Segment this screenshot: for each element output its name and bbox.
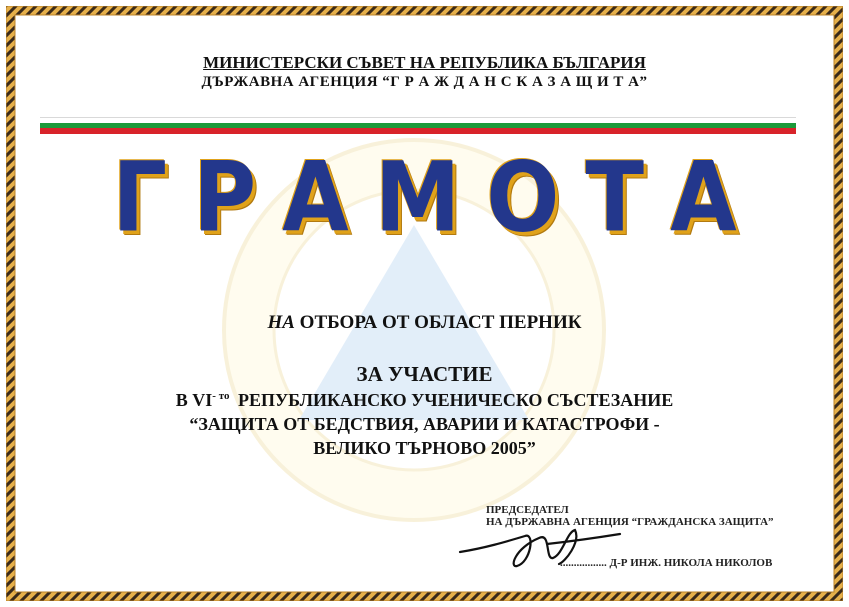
recipient-prefix: НА [267, 312, 295, 333]
certificate-title: ГРАМОТА [112, 142, 763, 255]
signatory-title: ПРЕДСЕДАТЕЛ [486, 504, 569, 516]
competition-prefix: В VI [175, 390, 213, 410]
ministry-heading: МИНИСТЕРСКИ СЪВЕТ НА РЕПУБЛИКА БЪЛГАРИЯ [203, 53, 646, 72]
signatory-name: ................. Д-Р ИНЖ. НИКОЛА НИКОЛОВ [560, 557, 773, 569]
competition-name: РЕПУБЛИКАНСКО УЧЕНИЧЕСКО СЪСТЕЗАНИЕ [237, 390, 674, 410]
flag-red-stripe [40, 128, 796, 134]
competition-line-2: “ЗАЩИТА ОТ БЕДСТВИЯ, АВАРИИ И КАТАСТРОФИ - [189, 414, 660, 434]
recipient-name: ОТБОРА ОТ ОБЛАСТ ПЕРНИК [299, 312, 582, 333]
bulgarian-flag-stripe [40, 117, 796, 134]
competition-line-3: ВЕЛИКО ТЪРНОВО 2005” [313, 438, 536, 458]
competition-ordinal: - то [212, 390, 230, 402]
agency-heading: ДЪРЖАВНА АГЕНЦИЯ “Г Р А Ж Д А Н С К А З А Щ И Т А” [201, 74, 648, 90]
participation-heading: ЗА УЧАСТИЕ [356, 362, 493, 386]
signatory-organization: НА ДЪРЖАВНА АГЕНЦИЯ “ГРАЖДАНСКА ЗАЩИТА” [486, 516, 774, 528]
competition-line-1 [0, 390, 849, 411]
recipient-line [0, 312, 849, 334]
